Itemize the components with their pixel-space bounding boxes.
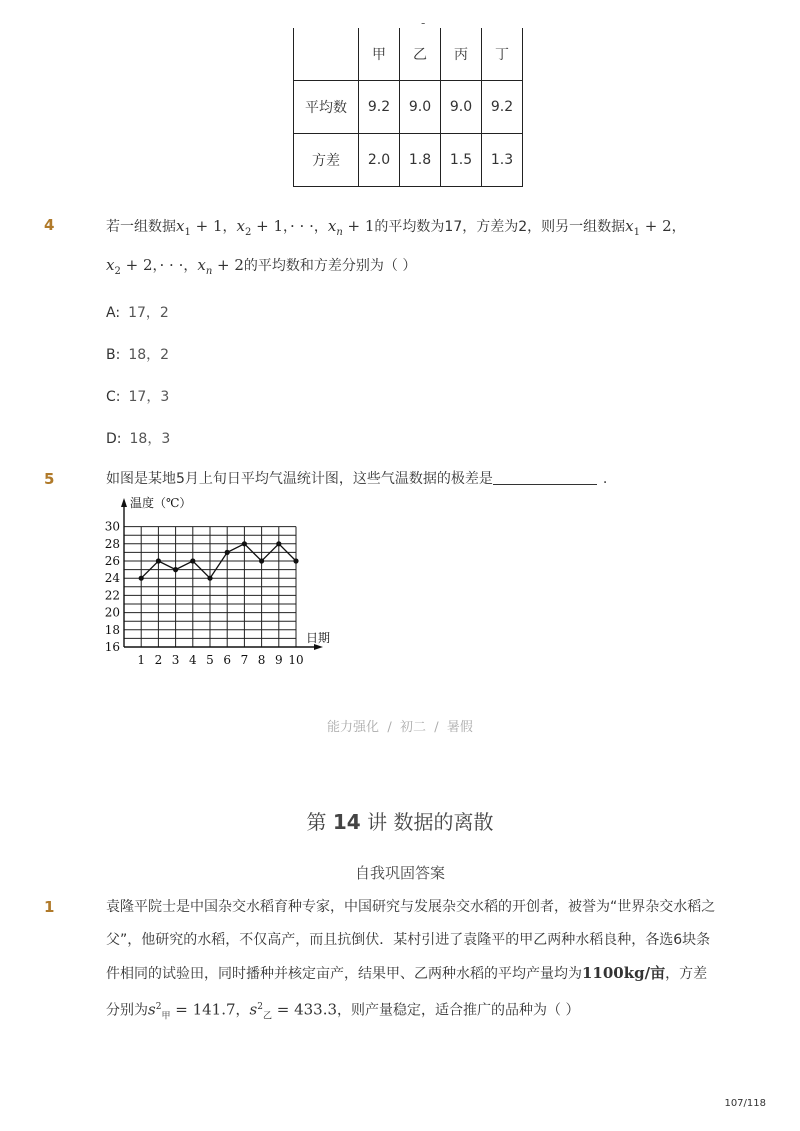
data-point — [190, 558, 195, 563]
data-point — [173, 567, 178, 572]
x-tick-label: 2 — [154, 653, 163, 667]
y-tick-label: 28 — [104, 536, 120, 551]
x-tick-label: 6 — [223, 653, 232, 667]
x-tick-labels — [137, 653, 303, 667]
table-row — [294, 81, 523, 134]
x-tick-label: 7 — [240, 653, 249, 667]
data-point — [156, 558, 161, 563]
x-tick-label: 3 — [171, 653, 180, 667]
y-axis-label: 温度（℃） — [130, 496, 192, 510]
page-number: 107/118 — [724, 1098, 766, 1109]
answer-blank[interactable] — [493, 470, 597, 485]
x-tick-label: 8 — [257, 653, 266, 667]
table-cell: 平均数 — [294, 81, 359, 134]
option-a[interactable]: A: 17，2 — [106, 305, 169, 321]
temperature-line-chart — [96, 490, 346, 676]
x-tick-label: 9 — [274, 653, 283, 667]
data-point — [276, 541, 281, 546]
data-point — [139, 576, 144, 581]
option-d[interactable]: D: 18，3 — [106, 431, 171, 447]
table-cell: 1.8 — [400, 134, 441, 187]
table-cell: 9.0 — [400, 81, 441, 134]
data-point — [225, 550, 230, 555]
data-point — [293, 558, 298, 563]
y-axis-arrow — [121, 498, 127, 507]
breadcrumb: 能力强化 / 初二 / 暑假 — [327, 720, 473, 735]
table-cell: 丙 — [441, 28, 482, 81]
y-tick-label: 22 — [104, 588, 120, 603]
lecture-title: 第 14 讲 数据的离散 — [306, 810, 494, 834]
top-mark: - — [421, 16, 426, 30]
chart-axes — [121, 498, 323, 650]
section-subtitle: 自我巩固答案 — [354, 864, 445, 882]
y-tick-label: 18 — [104, 622, 120, 637]
table-cell: 2.0 — [359, 134, 400, 187]
option-b[interactable]: B: 18，2 — [106, 347, 170, 363]
table-cell: 方差 — [294, 134, 359, 187]
y-tick-label: 30 — [104, 519, 120, 534]
table-cell: 9.2 — [482, 81, 523, 134]
question-number: 1 — [44, 898, 55, 916]
y-tick-label: 16 — [104, 640, 120, 654]
x-axis-label: 日期 — [306, 631, 331, 645]
x-tick-label: 4 — [188, 653, 197, 667]
x-tick-label: 1 — [137, 653, 146, 667]
table-cell — [294, 28, 359, 81]
y-tick-label: 24 — [104, 571, 120, 586]
y-tick-label: 26 — [104, 554, 120, 568]
y-tick-label: 20 — [104, 605, 120, 620]
data-point — [207, 576, 212, 581]
question-number: 5 — [44, 470, 55, 488]
table-cell: 丁 — [482, 28, 523, 81]
data-point — [242, 541, 247, 546]
table-cell: 乙 — [400, 28, 441, 81]
table-row — [294, 134, 523, 187]
question-4-text: 若一组数据$x_1 + 1$，$x_2 + 1$，· · ·，$x_n + 1$的平均数为17，方差为2，则另一组数据$x_1 + 2$， $x_2 + 2$，· · ·，$x_n + 2$的平均数和方差分别为（ ） — [106, 217, 686, 277]
table-cell: 9.0 — [441, 81, 482, 134]
question-number: 4 — [44, 216, 55, 234]
table-row — [294, 28, 523, 81]
table-cell: 1.3 — [482, 134, 523, 187]
option-c[interactable]: C: 17，3 — [106, 389, 170, 405]
table-cell: 9.2 — [359, 81, 400, 134]
data-point — [259, 558, 264, 563]
question-1-text: 袁隆平院士是中国杂交水稻育种专家，中国研究与发展杂交水稻的开创者，被誉为“世界杂交水稻之父”，他研究的水稻，不仅高产，而且抗倒伏．某村引进了袁隆平的甲乙两种水稻良种，各选6块条件相同的试验田，同时播种并核定亩产，结果甲、乙两种水稻的平均产量均为1100kg/亩，方差分别为$s^2_甲 = 141.7$，$s^2_乙 = 433.3$，则产量稳定，适合推广的品种为（ ） — [106, 899, 716, 1022]
chart-grid — [124, 527, 296, 647]
stats-table — [293, 28, 523, 187]
table-cell: 1.5 — [441, 134, 482, 187]
question-5-text: 如图是某地5月上旬日平均气温统计图，这些气温数据的极差是 . — [106, 471, 608, 487]
x-tick-label: 5 — [206, 653, 214, 667]
x-tick-label: 10 — [288, 653, 304, 667]
table-cell: 甲 — [359, 28, 400, 81]
y-tick-labels — [105, 520, 121, 654]
